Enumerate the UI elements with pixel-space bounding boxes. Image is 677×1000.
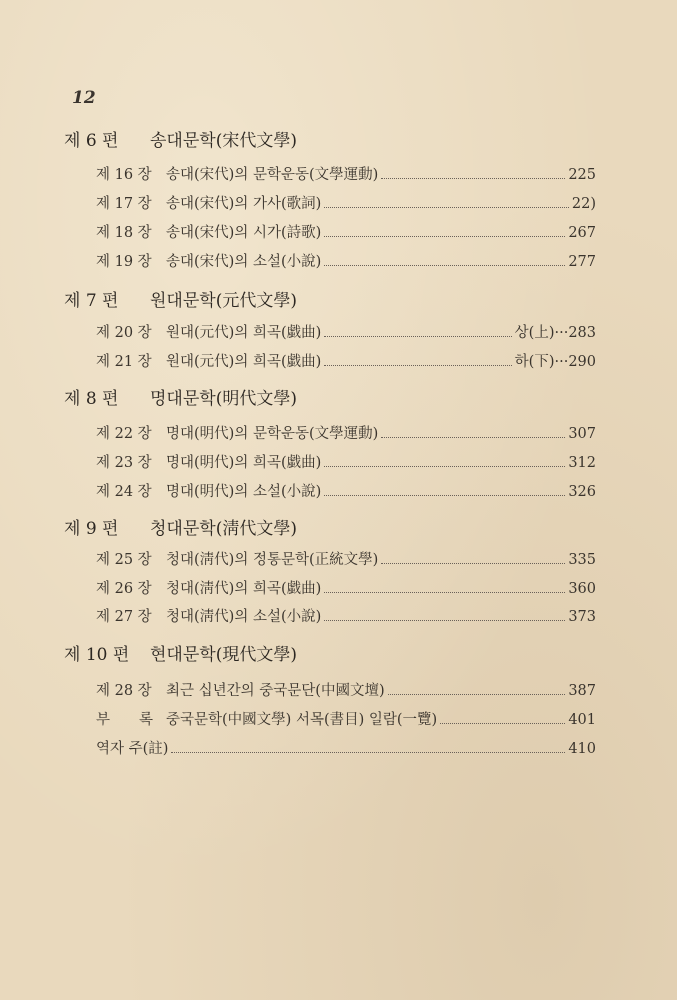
toc-entry [96, 679, 596, 700]
chapter-label: 제 25 장 [96, 552, 152, 568]
chapter-label: 제 24 장 [96, 484, 152, 500]
part-title: 원대문학(元代文學) [150, 291, 297, 311]
dot-leader [324, 257, 565, 266]
chapter-page: 387 [568, 683, 596, 699]
chapter-label: 제 16 장 [96, 167, 152, 183]
part-heading [64, 514, 297, 539]
toc-entry [96, 350, 596, 371]
chapter-page: 335 [568, 552, 596, 568]
toc-entry [96, 605, 596, 626]
chapter-page: 하(下)···290 [514, 354, 596, 370]
page-number: 12 [72, 88, 96, 108]
chapter-label: 제 22 장 [96, 426, 152, 442]
chapter-label: 제 27 장 [96, 609, 152, 625]
appendix-title: 중국문학(中國文學) 서목(書目) 일람(一覽) [166, 712, 438, 728]
toc-entry [96, 192, 596, 213]
chapter-title: 송대(宋代)의 가사(歌詞) [166, 196, 322, 212]
toc-entry [96, 548, 596, 569]
chapter-title: 송대(宋代)의 문학운동(文學運動) [166, 167, 379, 183]
toc-entry [96, 577, 596, 598]
toc-entry [96, 451, 596, 472]
chapter-page: 312 [568, 455, 596, 471]
chapter-title: 원대(元代)의 희곡(戱曲) [166, 354, 322, 370]
chapter-label: 제 28 장 [96, 683, 152, 699]
part-title: 송대문학(宋代文學) [150, 131, 297, 151]
chapter-page: 22) [571, 196, 596, 212]
chapter-title: 청대(淸代)의 소설(小說) [166, 609, 322, 625]
notes-label: 역자 주(註) [96, 741, 169, 757]
dot-leader [324, 487, 565, 496]
dot-leader [324, 357, 511, 366]
chapter-label: 제 20 장 [96, 325, 152, 341]
dot-leader [324, 228, 565, 237]
appendix-page: 401 [568, 712, 596, 728]
dot-leader [381, 555, 565, 564]
notes-page: 410 [568, 741, 596, 757]
chapter-title: 청대(淸代)의 정통문학(正統文學) [166, 552, 379, 568]
dot-leader [324, 612, 565, 621]
chapter-page: 267 [568, 225, 596, 241]
dot-leader [381, 429, 565, 438]
dot-leader [171, 744, 565, 753]
dot-leader [388, 686, 566, 695]
chapter-title: 명대(明代)의 소설(小說) [166, 484, 322, 500]
toc-entry [96, 480, 596, 501]
chapter-label: 제 23 장 [96, 455, 152, 471]
part-title: 청대문학(淸代文學) [150, 519, 297, 539]
chapter-label: 제 18 장 [96, 225, 152, 241]
chapter-title: 송대(宋代)의 시가(詩歌) [166, 225, 322, 241]
appendix-label: 부 록 [96, 712, 154, 728]
part-heading [64, 286, 297, 311]
chapter-title: 명대(明代)의 희곡(戱曲) [166, 455, 322, 471]
chapter-page: 상(上)···283 [514, 325, 596, 341]
chapter-title: 원대(元代)의 희곡(戱曲) [166, 325, 322, 341]
toc-entry [96, 422, 596, 443]
chapter-label: 제 17 장 [96, 196, 152, 212]
part-label: 제 7 편 [64, 291, 119, 311]
part-heading [64, 384, 297, 409]
part-label: 제 8 편 [64, 389, 119, 409]
chapter-label: 제 21 장 [96, 354, 152, 370]
part-title: 현대문학(現代文學) [150, 645, 297, 665]
chapter-title: 명대(明代)의 문학운동(文學運動) [166, 426, 379, 442]
part-label: 제 6 편 [64, 131, 119, 151]
chapter-title: 청대(淸代)의 희곡(戱曲) [166, 581, 322, 597]
toc-entry [96, 163, 596, 184]
chapter-label: 제 26 장 [96, 581, 152, 597]
chapter-page: 277 [568, 254, 596, 270]
chapter-page: 373 [568, 609, 596, 625]
chapter-title: 최근 십년간의 중국문단(中國文壇) [166, 683, 385, 699]
part-heading [64, 640, 297, 665]
chapter-page: 307 [568, 426, 596, 442]
part-label: 제 9 편 [64, 519, 119, 539]
part-title: 명대문학(明代文學) [150, 389, 297, 409]
part-label: 제 10 편 [64, 645, 130, 665]
chapter-title: 송대(宋代)의 소설(小說) [166, 254, 322, 270]
dot-leader [324, 584, 565, 593]
chapter-page: 360 [568, 581, 596, 597]
dot-leader [440, 715, 565, 724]
chapter-page: 225 [568, 167, 596, 183]
chapter-page: 326 [568, 484, 596, 500]
dot-leader [324, 199, 569, 208]
toc-entry [96, 708, 596, 729]
toc-entry [96, 221, 596, 242]
toc-entry [96, 321, 596, 342]
toc-entry [96, 250, 596, 271]
toc-entry [96, 737, 596, 758]
chapter-label: 제 19 장 [96, 254, 152, 270]
dot-leader [324, 458, 565, 467]
dot-leader [381, 170, 565, 179]
part-heading [64, 126, 297, 151]
dot-leader [324, 328, 511, 337]
